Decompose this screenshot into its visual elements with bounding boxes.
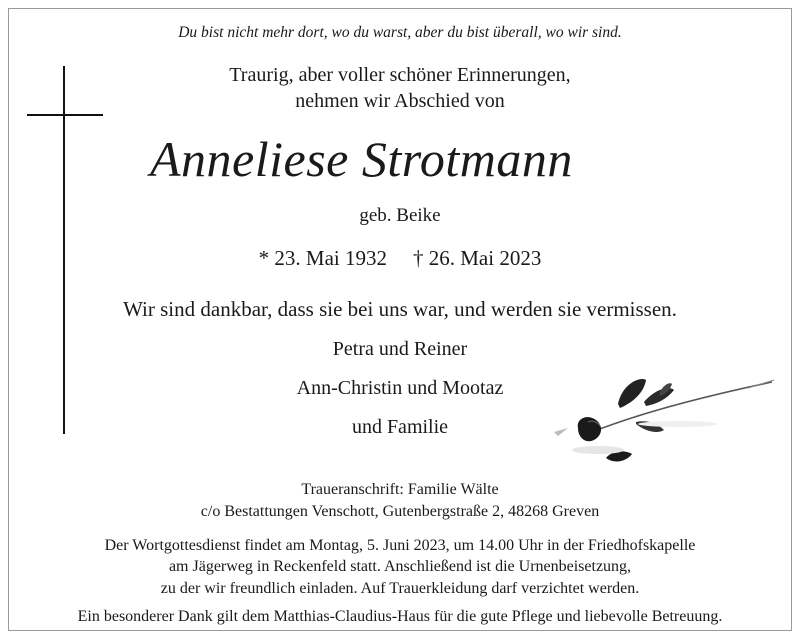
birth-name: geb. Beike [359,205,441,226]
address-line-2: c/o Bestattungen Venschott, Gutenbergstraße 2, 48268 Greven [200,503,600,520]
cross-icon-crossbar [27,114,103,116]
mourner-line: und Familie [351,416,449,438]
deceased-name: Anneliese Strotmann [150,131,573,187]
address-line-1: Traueranschrift: Familie Wälte [301,481,499,498]
thanks-text: Ein besonderer Dank gilt dem Matthias-Claudius-Haus für die gute Pflege und liebevolle Betreuung. [77,608,723,625]
mourner-line: Petra und Reiner [332,338,468,360]
service-line-3: zu der wir freundlich einladen. Auf Trauerkleidung darf verzichtet werden. [160,580,640,597]
rose-icon [548,374,776,466]
motto-quote: Du bist nicht mehr dort, wo du warst, aber du bist überall, wo wir sind. [178,24,622,41]
death-date: † 26. Mai 2023 [413,246,542,270]
service-line-2: am Jägerweg in Reckenfeld statt. Anschließend ist die Urnenbeisetzung, [168,558,632,575]
life-dates [0,246,800,271]
gratitude-text: Wir sind dankbar, dass sie bei uns war, und werden sie vermissen. [123,297,677,321]
birth-date: * 23. Mai 1932 [258,246,387,270]
intro-line-1: Traurig, aber voller schöner Erinnerungen, [229,64,571,86]
mourner-line: Ann-Christin und Mootaz [296,377,504,399]
intro-line-2: nehmen wir Abschied von [295,90,505,112]
service-line-1: Der Wortgottesdienst findet am Montag, 5. Juni 2023, um 14.00 Uhr in der Friedhofskapelle [104,537,696,554]
